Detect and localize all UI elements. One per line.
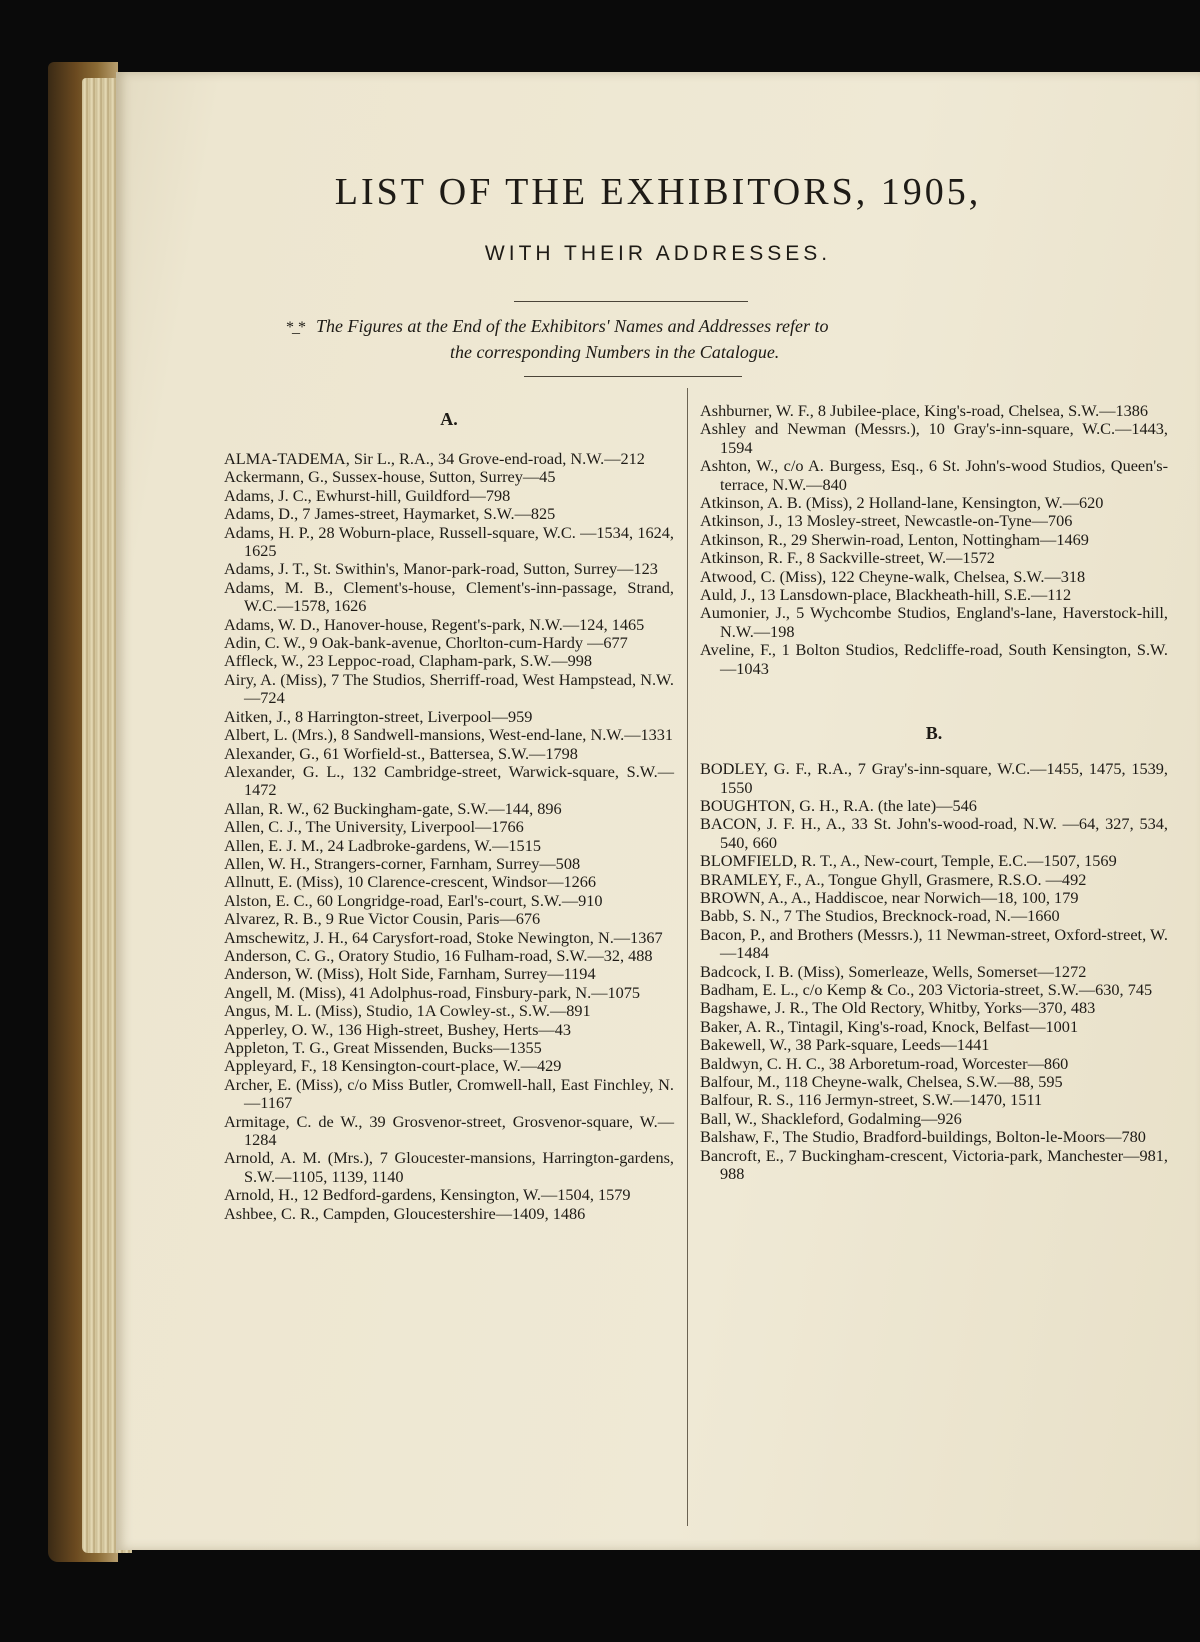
exhibitor-entry: Appleton, T. G., Great Missenden, Bucks—1355 [224, 1038, 542, 1057]
exhibitor-entry: BLOMFIELD, R. T., A., New-court, Temple, E.C.—1507, 1569 [700, 851, 1117, 871]
exhibitor-entry: Ashley and Newman (Messrs.), 10 Gray's-inn-square, W.C.—1443, 1594 [700, 419, 1168, 457]
exhibitor-entry: Adams, D., 7 James-street, Haymarket, S.W.—825 [224, 504, 556, 524]
note-line-2: the corresponding Numbers in the Catalogue. [450, 342, 780, 362]
exhibitor-entry: Adams, J. C., Ewhurst-hill, Guildford—798 [224, 485, 511, 505]
exhibitor-entry: Ball, W., Shackleford, Godalming—926 [700, 1108, 962, 1128]
exhibitor-entry: Allan, R. W., 62 Buckingham-gate, S.W.—144, 896 [224, 798, 562, 818]
catalogue-page [116, 72, 1200, 1550]
exhibitor-list-a-continued [700, 402, 1168, 678]
exhibitor-entry: Airy, A. (Miss), 7 The Studios, Sherriff-road, West Hampstead, N.W.—724 [224, 669, 674, 708]
exhibitor-entry: Apperley, O. W., 136 High-street, Bushey, Herts—43 [224, 1019, 571, 1039]
left-column [224, 402, 674, 1223]
exhibitor-entry: Ashbee, C. R., Campden, Gloucestershire—1409, 1486 [224, 1203, 586, 1223]
exhibitor-entry: Bagshawe, J. R., The Old Rectory, Whitby, Yorks—370, 483 [700, 998, 1096, 1018]
exhibitor-entry: BODLEY, G. F., R.A., 7 Gray's-inn-square, W.C.—1455, 1475, 1539, 1550 [700, 759, 1168, 797]
exhibitor-entry: Adams, J. T., St. Swithin's, Manor-park-road, Sutton, Surrey—123 [224, 559, 658, 579]
divider-rule-top [514, 301, 748, 302]
exhibitor-entry: BOUGHTON, G. H., R.A. (the late)—546 [700, 795, 977, 815]
exhibitor-list-a [224, 450, 674, 1223]
right-column [700, 402, 1168, 1183]
exhibitor-entry: Atkinson, R., 29 Sherwin-road, Lenton, Nottingham—1469 [700, 529, 1089, 549]
exhibitor-entry: Aumonier, J., 5 Wychcombe Studios, England's-lane, Haverstock-hill, N.W.—198 [700, 603, 1168, 641]
exhibitor-entry: Aveline, F., 1 Bolton Studios, Redcliffe-road, South Kensington, S.W.—1043 [700, 640, 1168, 678]
exhibitor-entry: Adams, H. P., 28 Woburn-place, Russell-square, W.C. —1534, 1624, 1625 [224, 522, 674, 561]
exhibitor-entry: Atkinson, J., 13 Mosley-street, Newcastle-on-Tyne—706 [700, 511, 1073, 531]
exhibitor-entry: Atwood, C. (Miss), 122 Cheyne-walk, Chelsea, S.W.—318 [700, 566, 1086, 586]
exhibitor-entry: Aitken, J., 8 Harrington-street, Liverpool—959 [224, 706, 533, 726]
exhibitor-entry: Alston, E. C., 60 Longridge-road, Earl's-court, S.W.—910 [224, 890, 603, 910]
exhibitor-entry: Ashburner, W. F., 8 Jubilee-place, King's-road, Chelsea, S.W.—1386 [700, 401, 1149, 420]
exhibitor-entry: Arnold, A. M. (Mrs.), 7 Gloucester-mansions, Harrington-gardens, S.W.—1105, 1139, 1140 [224, 1148, 674, 1186]
exhibitor-entry: Baker, A. R., Tintagil, King's-road, Knock, Belfast—1001 [700, 1016, 1079, 1036]
exhibitor-entry: Badcock, I. B. (Miss), Somerleaze, Wells, Somerset—1272 [700, 961, 1087, 981]
exhibitor-entry: Atkinson, R. F., 8 Sackville-street, W.—1572 [700, 548, 995, 568]
exhibitor-entry: Alvarez, R. B., 9 Rue Victor Cousin, Paris—676 [224, 909, 541, 929]
exhibitor-entry: Adin, C. W., 9 Oak-bank-avenue, Chorlton-cum-Hardy —677 [224, 633, 628, 653]
exhibitor-entry: Bancroft, E., 7 Buckingham-crescent, Victoria-park, Manchester—981, 988 [700, 1145, 1168, 1184]
section-letter-b: B. [925, 723, 943, 744]
exhibitor-entry: Babb, S. N., 7 The Studios, Brecknock-road, N.—1660 [700, 906, 1060, 926]
page-title: LIST OF THE EXHIBITORS, 1905, [334, 171, 982, 213]
exhibitor-entry: Alexander, G., 61 Worfield-st., Battersea, S.W.—1798 [224, 743, 578, 763]
exhibitor-entry: Anderson, W. (Miss), Holt Side, Farnham, Surrey—1194 [224, 964, 596, 984]
exhibitor-entry: Balshaw, F., The Studio, Bradford-buildings, Bolton-le-Moors—780 [700, 1127, 1146, 1147]
exhibitor-entry: Auld, J., 13 Lansdown-place, Blackheath-hill, S.E.—112 [700, 585, 1072, 605]
exhibitor-entry: Angus, M. L. (Miss), Studio, 1A Cowley-st., S.W.—891 [224, 1001, 591, 1021]
exhibitor-entry: Angell, M. (Miss), 41 Adolphus-road, Finsbury-park, N.—1075 [224, 982, 641, 1002]
exhibitor-entry: Alexander, G. L., 132 Cambridge-street, Warwick-square, S.W.—1472 [224, 761, 674, 800]
exhibitor-entry: Bakewell, W., 38 Park-square, Leeds—1441 [700, 1035, 990, 1055]
exhibitor-entry: Adams, W. D., Hanover-house, Regent's-park, N.W.—124, 1465 [224, 614, 645, 634]
exhibitor-entry: Atkinson, A. B. (Miss), 2 Holland-lane, Kensington, W.—620 [700, 493, 1104, 513]
column-divider [687, 388, 688, 1526]
exhibitor-entry: Allnutt, E. (Miss), 10 Clarence-crescent, Windsor—1266 [224, 872, 597, 892]
exhibitor-entry: Balfour, M., 118 Cheyne-walk, Chelsea, S.W.—88, 595 [700, 1072, 1063, 1091]
exhibitor-entry: Affleck, W., 23 Leppoc-road, Clapham-park, S.W.—998 [224, 651, 593, 671]
exhibitor-entry: Armitage, C. de W., 39 Grosvenor-street, Grosvenor-square, W.—1284 [224, 1111, 674, 1150]
exhibitor-entry: Baldwyn, C. H. C., 38 Arboretum-road, Worcester—860 [700, 1053, 1069, 1073]
exhibitor-entry: Archer, E. (Miss), c/o Miss Butler, Cromwell-hall, East Finchley, N.—1167 [224, 1074, 674, 1113]
exhibitor-entry: BRAMLEY, F., A., Tongue Ghyll, Grasmere, R.S.O. —492 [700, 869, 1087, 889]
section-letter-a: A. [440, 409, 458, 429]
exhibitor-list-b [700, 760, 1168, 1183]
exhibitor-entry: Adams, M. B., Clement's-house, Clement's-inn-passage, Strand, W.C.—1578, 1626 [224, 577, 674, 616]
exhibitor-entry: Appleyard, F., 18 Kensington-court-place, W.—429 [224, 1056, 562, 1076]
divider-rule-bottom [524, 376, 742, 377]
exhibitor-entry: Allen, E. J. M., 24 Ladbroke-gardens, W.—1515 [224, 835, 541, 855]
exhibitor-entry: Anderson, C. G., Oratory Studio, 16 Fulham-road, S.W.—32, 488 [224, 945, 653, 965]
exhibitor-entry: Badham, E. L., c/o Kemp & Co., 203 Victoria-street, S.W.—630, 745 [700, 979, 1153, 999]
exhibitor-entry: Allen, C. J., The University, Liverpool—1766 [224, 817, 524, 837]
exhibitor-entry: BACON, J. F. H., A., 33 St. John's-wood-road, N.W. —64, 327, 534, 540, 660 [700, 814, 1168, 852]
exhibitor-entry: BROWN, A., A., Haddiscoe, near Norwich—18, 100, 179 [700, 887, 1079, 907]
note-line-1: The Figures at the End of the Exhibitors' Names and Addresses refer to [316, 316, 829, 336]
note-asterisks: *_* [286, 319, 304, 336]
exhibitor-entry: Ashton, W., c/o A. Burgess, Esq., 6 St. John's-wood Studios, Queen's-terrace, N.W.—840 [700, 456, 1168, 494]
exhibitor-entry: Arnold, H., 12 Bedford-gardens, Kensington, W.—1504, 1579 [224, 1185, 631, 1205]
catalogue-note [286, 314, 1066, 364]
exhibitor-entry: Amschewitz, J. H., 64 Carysfort-road, Stoke Newington, N.—1367 [224, 927, 663, 947]
exhibitor-entry: Bacon, P., and Brothers (Messrs.), 11 Newman-street, Oxford-street, W.—1484 [700, 924, 1168, 963]
exhibitor-entry: Balfour, R. S., 116 Jermyn-street, S.W.—1470, 1511 [700, 1090, 1043, 1110]
page-subtitle: WITH THEIR ADDRESSES. [484, 242, 832, 265]
exhibitor-entry: ALMA-TADEMA, Sir L., R.A., 34 Grove-end-road, N.W.—212 [224, 449, 645, 468]
exhibitor-entry: Ackermann, G., Sussex-house, Sutton, Surrey—45 [224, 467, 556, 487]
exhibitor-entry: Albert, L. (Mrs.), 8 Sandwell-mansions, West-end-lane, N.W.—1331 [224, 725, 674, 745]
exhibitor-entry: Allen, W. H., Strangers-corner, Farnham, Surrey—508 [224, 853, 581, 873]
